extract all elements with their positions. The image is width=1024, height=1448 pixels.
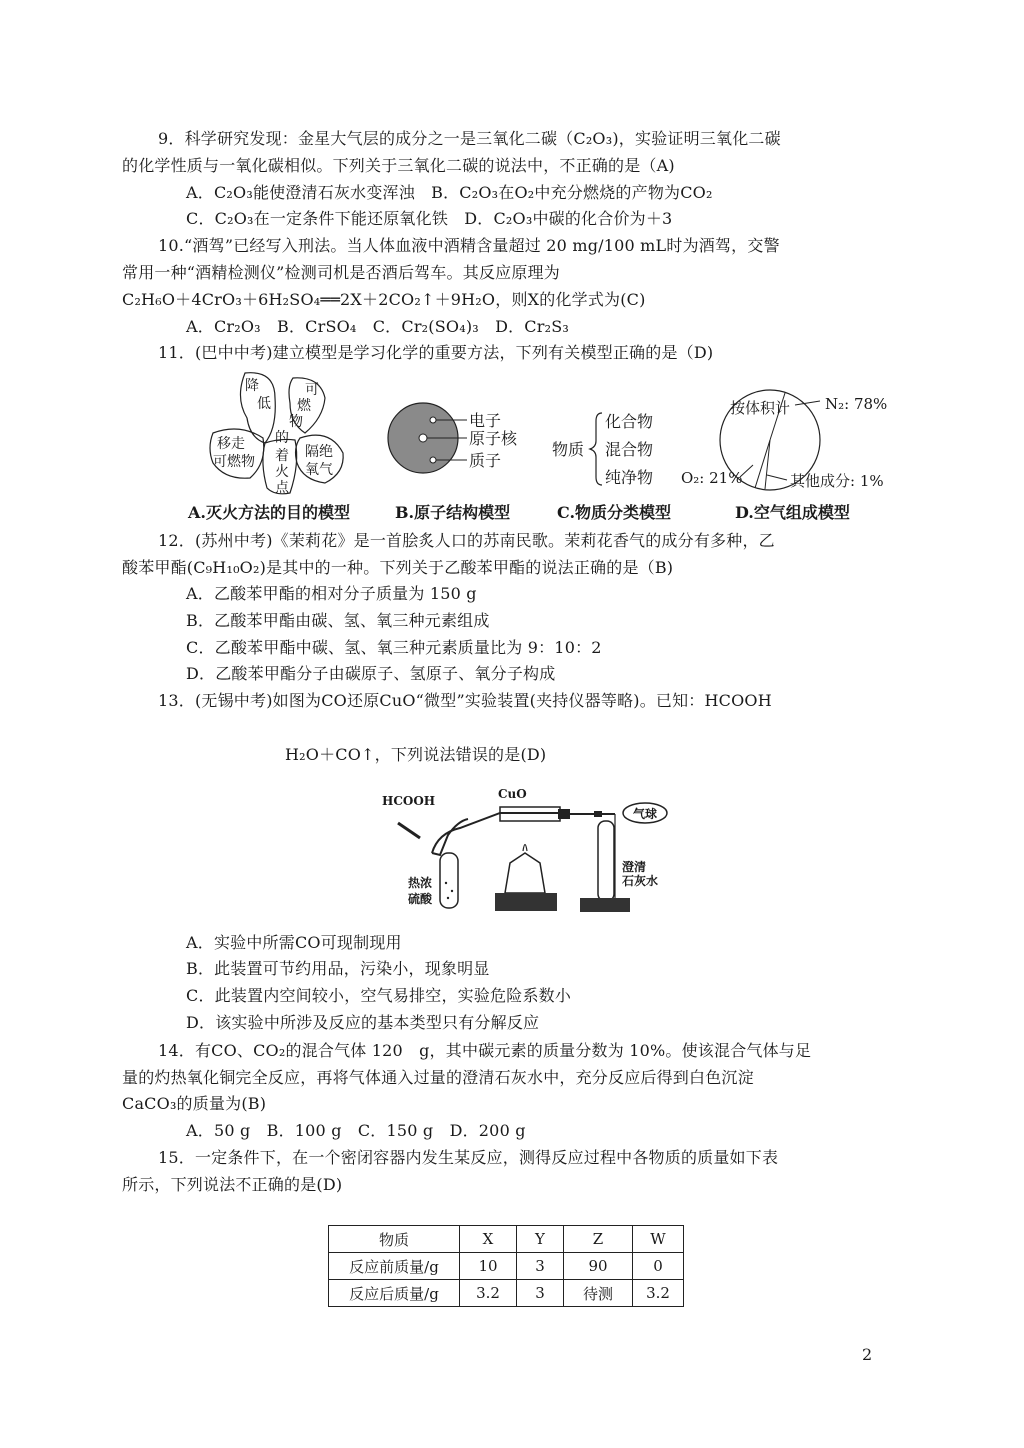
fig-a-char: 降 [245,378,259,394]
root-label: 物质 [552,440,585,459]
dropper-icon [398,823,420,838]
proton-dot [430,457,436,463]
fig-a-left-1: 移走 [217,436,245,452]
table-cell: 0 [633,1253,684,1280]
fig-a-char: 低 [257,396,271,412]
q13-option-d: D．该实验中所涉及反应的基本类型只有分解反应 [186,1013,540,1032]
label-balloon: 气球 [633,807,658,821]
flame-icon [523,845,527,852]
q13-option-c: C．此装置内空间较小，空气易排空，实验危险系数小 [186,986,572,1005]
pie-label-o2: O₂: 21% [681,469,743,487]
q10-stem-line2: 常用一种“酒精检测仪”检测司机是否酒后驾车。其反应原理为 [122,263,560,282]
fig-a-char: 火 [275,464,289,480]
pie-label-other: 其他成分: 1% [790,472,884,490]
table-cell: 10 [460,1253,517,1280]
alcohol-lamp-icon [505,853,545,893]
q13-stem-line1: 13．(无锡中考)如图为CO还原CuO“微型”实验装置(夹持仪器等略)。已知：HCOOH [158,691,772,710]
q13-stem-line2: H₂O＋CO↑，下列说法错误的是(D) [285,745,547,764]
table-header-cell: 物质 [329,1226,460,1253]
air-pie-figure [675,385,910,497]
label-acid-1: 热浓 [408,876,433,890]
pie-label-n2: N₂: 78% [825,395,888,413]
table-cell: 3.2 [460,1280,517,1307]
table-row [329,1280,684,1307]
table-cell: 待测 [564,1280,633,1307]
table-cell: 反应后质量/g [329,1280,460,1307]
fig-a-char: 可 [305,382,319,398]
y-tube [432,813,560,853]
q10-options: A．Cr₂O₃ B．CrSO₄ C．Cr₂(SO₄)₃ D．Cr₂S₃ [186,317,569,336]
label-hcooh: HCOOH [382,794,436,808]
table-header-row [329,1226,684,1253]
label-acid-2: 硫酸 [408,892,433,906]
q10-equation: C₂H₆O＋4CrO₃＋6H₂SO₄══2X＋2CO₂↑＋9H₂O，则X的化学式为(C) [122,290,646,309]
table-cell: 3 [517,1253,564,1280]
fig-a-char: 点 [275,480,289,496]
caption-a: A.灭火方法的目的模型 [188,503,350,522]
pie-title: 按体积计 [730,399,791,417]
label-nucleus: 原子核 [469,429,518,448]
page-number: 2 [862,1345,873,1364]
label-lime-2: 石灰水 [622,874,659,888]
stand-base-right [580,898,630,912]
apparatus-figure [380,783,680,913]
caption-d: D.空气组成模型 [735,503,850,522]
branch-label: 混合物 [605,440,654,459]
leader-line [767,475,787,480]
nucleus-dot [419,434,427,442]
table-cell: 90 [564,1253,633,1280]
table-header-cell: W [633,1226,684,1253]
electron-dot [430,417,436,423]
q14-options: A．50 g B．100 g C．150 g D．200 g [186,1121,526,1140]
q12-stem-line1: 12．(苏州中考)《茉莉花》是一首脍炙人口的苏南民歌。茉莉花香气的成分有多种，乙 [158,531,775,550]
lime-water-tube [598,821,614,901]
leader-line [795,401,820,405]
q9-stem-line2: 的化学性质与一氧化碳相似。下列关于三氧化二碳的说法中，不正确的是（A) [122,156,675,175]
q14-stem-line2: 量的灼热氧化铜完全反应，再将气体通入过量的澄清石灰水中，充分反应后得到白色沉淀 [122,1068,754,1087]
q10-stem-line1: 10.“酒驾”已经写入刑法。当人体血液中酒精含量超过 20 mg/100 mL时为酒驾，交警 [158,236,780,255]
q9-stem-line1: 9．科学研究发现：金星大气层的成分之一是三氧化二碳（C₂O₃)，实验证明三氧化二碳 [158,129,781,148]
fig-a-right-1: 隔绝 [305,444,333,460]
fig-a-char: 的 [275,430,289,446]
q14-stem-line1: 14．有CO、CO₂的混合气体 120 g，其中碳元素的质量分数为 10%。使该混合气体与足 [158,1041,812,1060]
fig-a-char: 燃 [297,398,311,414]
q13-option-a: A．实验中所需CO可现制现用 [186,933,402,952]
q9-options-cd: C．C₂O₃在一定条件下能还原氧化铁 D．C₂O₃中碳的化合价为＋3 [186,209,673,228]
fig-a-char: 物 [289,414,303,430]
table-header-cell: X [460,1226,517,1253]
table-cell: 3 [517,1280,564,1307]
fig-a-left-2: 可燃物 [213,454,255,470]
q12-stem-line2: 酸苯甲酯(C₉H₁₀O₂)是其中的一种。下列关于乙酸苯甲酯的说法正确的是（B) [122,558,674,577]
q15-stem-line2: 所示，下列说法不正确的是(D) [122,1175,343,1194]
fig-a-char: 着 [275,448,289,464]
stand-base-left [495,893,557,911]
table-cell: 反应前质量/g [329,1253,460,1280]
branch-label: 纯净物 [605,468,654,487]
atom-model-figure [385,400,525,480]
label-lime-1: 澄清 [622,860,647,874]
fire-model-figure [205,368,355,498]
q12-option-a: A．乙酸苯甲酯的相对分子质量为 150 g [186,584,477,603]
caption-b: B.原子结构模型 [395,503,511,522]
acid-tube [440,853,458,908]
label-electron: 电子 [469,411,502,430]
q11-stem: 11．(巴中中考)建立模型是学习化学的重要方法，下列有关模型正确的是（D) [158,343,714,362]
brace-icon [590,413,602,485]
mass-table [328,1225,684,1307]
table-header-cell: Z [564,1226,633,1253]
fig-a-right-2: 氧气 [305,462,333,478]
q12-option-c: C．乙酸苯甲酯中碳、氢、氧三种元素质量比为 9：10：2 [186,638,602,657]
label-proton: 质子 [469,451,502,470]
q12-option-b: B．乙酸苯甲酯由碳、氢、氧三种元素组成 [186,611,490,630]
caption-c: C.物质分类模型 [557,503,672,522]
branch-label: 化合物 [605,412,654,431]
q9-options-ab: A．C₂O₃能使澄清石灰水变浑浊 B．C₂O₃在O₂中充分燃烧的产物为CO₂ [186,183,713,202]
q13-option-b: B．此装置可节约用品，污染小，现象明显 [186,959,490,978]
q15-stem-line1: 15．一定条件下，在一个密闭容器内发生某反应，测得反应过程中各物质的质量如下表 [158,1148,779,1167]
table-cell: 3.2 [633,1280,684,1307]
q14-stem-line3: CaCO₃的质量为(B) [122,1094,267,1113]
q12-option-d: D．乙酸苯甲酯分子由碳原子、氢原子、氧分子构成 [186,664,556,683]
classification-figure [550,405,670,490]
table-row [329,1253,684,1280]
label-cuo: CuO [498,787,527,801]
table-header-cell: Y [517,1226,564,1253]
stopper [558,809,570,819]
